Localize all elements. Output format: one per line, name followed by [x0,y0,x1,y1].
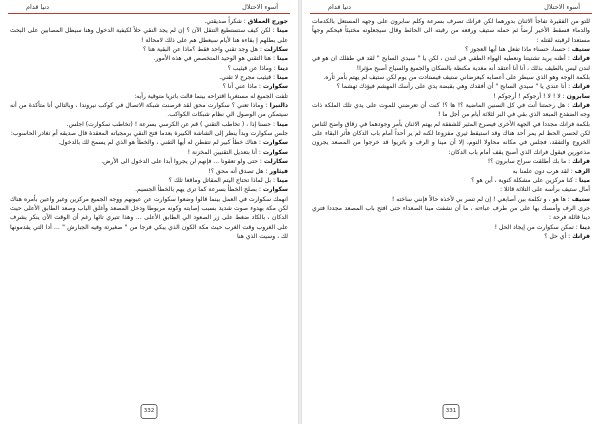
paragraph: دينا : تمكن سكوارت من إيجاد الحل ! [494,223,590,231]
speaker-name: فرانك [572,232,590,240]
paragraph-text: بلكمة فرانك مجددا في الجهة الأخرى فيصرع المثير للشفقة لم يهتم الاثنان بأمر وجودهما في زقاق واضح للناس لكن لحسن الحظ لم يمر أحد هناك وقد استيقظ ثيري مفزوعا لكنه لم ير أحداً أمام باب الدكان فأثر البقاء على الخروج والتفقد، فجلس في مكانه محاولا النوم، إلا أن مينا و الرف و باتريوا قد خرجوا من المصعد يجرون مذعورين فيقول فرانك الذي أصبح يقف أمام باب الدكان: [312,120,590,156]
speaker-name: مينا [276,74,288,82]
paragraph: ستيف : حسنا، حسناء ماذا تفعل هنا أيها العجوز ؟ [465,46,590,54]
speaker-name: دينا [579,223,590,231]
paragraph: فرانك : ما بك أطلقت سراح سابرون ؟! [487,158,590,166]
running-header-book: أسوء الاحتلال [242,3,278,11]
paragraph-text: ماذا عني أنا ؟ [222,83,257,91]
page-number: 332 [141,404,158,419]
paragraph-text: ما بك أطلقت سراح سابرون ؟! [487,158,567,166]
paragraph: الرف : لقد هرب دون علمنا به [512,167,590,175]
paragraph-text: بل لماذا تحتاج اليتم المقاتل وماقعا تلك ؟ [168,176,272,184]
paragraph-text: حتى ولو تعقونا ... فإنهم لن يجروا أبدا على الدخول الى الأرض. [101,158,258,166]
paragraph-text: أمال ستيف برأسه على التلاثة قائلا : [500,186,590,194]
speaker-name: فرانك [572,83,590,91]
speaker-name: فرانك [572,102,590,110]
paragraph: فرانك : أي حل ؟ [544,232,590,240]
paragraph: مينا : هنا التقني هو الوحيد المتخصص في هذه الأمور. [153,55,288,63]
speaker-name: فرانك [572,55,590,63]
paragraph: مينا : حسنا إذا ، ( تخاطب التقني ) قم عن الكرسي بسرعة ! (تخاطب سكوارت) اجلس. [66,120,288,128]
paragraph-text: أنا بتعديل التقنيين المخزنة ! [187,148,257,156]
paragraph: سابرون : لا ! لا ! أرجوكم ! أرجوكم ! [493,92,590,100]
speaker-name: دالنبرا [269,102,288,110]
speaker-name: مينا [276,176,288,184]
speaker-name: فيثاور [269,167,288,175]
speaker-name: دينا [277,64,288,72]
paragraph-text: بصلح الخطأ بسرعة كما ترى يهم بالخطأ الجسيم. [135,186,257,194]
paragraph-text: أظنه يريد تشتيتنا ونعطيه الهواء الطفي في لندن ، لكن يا " سيدي السابح " لقد في طفلك ان هو في لندن ليس بالطيف بذلك ، أنا أنا أعتقد أنه مغدية مكتظة بالسكان والجميع والسياح أصبح مؤثرا! [312,55,590,72]
paragraph: سكارلت : حتى ولو تعقونا ... فإنهم لن يجروا أبدا على الدخول الى الأرض. [101,158,288,166]
paragraph-text: جرى الرف وأمسك بها على من طرف عباءته ، ما أن نشفت مينا الصعداء حتى افتح باب المصعد مجددا فتري دينا قائلة فرحة : [312,204,590,222]
paragraph-text: هل رحمتنا أنت في كل السنين الماضية ؟! ها ؟! كنت أن تعرضني للموت على يدي تلك الملكة ذات وجه الضفدع المبعد الذي بقي في البر لثلاثة أيام من أجل ما ! [312,102,590,119]
speaker-name: سابرون [566,92,590,100]
paragraph [312,73,590,82]
paragraph-text: لقد هرب دون علمنا به [512,167,569,175]
paragraph: سكوارت : هناك خطأ كبير لم تتفطن له أيها التقني ، والخطأ هو الذي لم يسمح لك بالدخول. [58,139,288,147]
paragraph [10,195,288,242]
speaker-name: سكارلت [263,46,288,54]
paragraph-text: حسنا إذا ، ( تخاطب التقني ) قم عن الكرسي بسرعة ! (تخاطب سكوارت) اجلس. [66,120,272,128]
paragraph-text: شكراً صديقتي. [204,18,242,25]
speaker-name: سكوارت [262,83,288,91]
paragraph-text: جلس سكوارت وبدأ ينظر إلى الشاشة الكبيرة بعدما فتح النقي برمجياته المعقدة قال صديقه أم تغادر الحاسوب: [10,130,288,138]
paragraph: ستيف : ها هو ، و تكلمة بين أصابعي ! إن لم تسر بي لأخذه حالاً فإنني ساخته ! [391,195,590,203]
header-rule [310,13,592,14]
paragraph-text: لا ! لا ! أرجوكم ! أرجوكم ! [493,92,561,100]
paragraph-text: وماذا تعني ؟ سكوارت محق لقد قرصنت شبكة الاتصال في كوكب نيروندا ، وبالتالي أنا متأكدة من أنه سيتمكن من الوصول الي نظام شبكات الكواكب. [10,102,288,119]
paragraph: فرانك : أنا عندي يا " سيدي السابح " أن أفقدك وهي بقبضة يدي على رأسك المهشم فيؤذك تهشما ؟ [336,83,590,91]
paragraph-text: هناك خطأ كبير لم تتفطن له أيها التقني ، والخطأ هو الذي لم يسمح لك بالدخول. [58,139,257,147]
running-header-author: دنيا قدام [328,3,352,11]
paragraph-text: بلكمة الوجه وهو الذي سيطر على أعصابه كيعرضاني ستيف فيستادت من يوم لكن ستيف لم يهتم بأمر ثأره. [323,74,590,82]
paragraph: مينا : لكن كيف ستستطيع التنقل الآن ؟ إن لم يجد النقي حلاً لكيفية الدخول وهنا سيظل المصابين على البحث على بطلهم إ بقاءه هنا لأيام سيعطل هم على ذلك لامحالة ! [10,27,288,44]
paragraph-text: هل تصدق أنه محق ؟! [208,167,264,175]
right-page [302,0,600,424]
paragraph: سكوارت : أنا بتعديل التقنيين المخزنة ! [187,148,288,156]
page-number: 331 [443,404,460,419]
header-rule [8,13,290,14]
paragraph-text: لكن كيف ستستطيع التنقل الآن ؟ إن لم يجد النقي حلاً لكيفية الدخول وهنا سيظل المصابين على البحث على بطلهم إ بقاءه هنا لأيام سيعطل هم على ذلك لامحالة ! [10,27,288,44]
paragraph [312,17,590,45]
speaker-name: جورج العملاق [247,18,288,25]
paragraph: مينا : كنا مركزين على مشكلة كنوية ، أين هو ؟ [471,176,590,184]
speaker-name: مينا [276,27,288,35]
speaker-name: فرانك [572,158,590,166]
paragraph [312,185,590,194]
speaker-name: مينا [578,176,590,184]
paragraph-text: وماذا عن قيثيب ؟ [227,64,272,72]
paragraph: سكوارت : ماذا عني أنا ؟ [222,83,288,91]
paragraph-text: للتو من الفقيرة تفاجأ الاثنان بدورهما لكن فرانك تصرف بسرعة وكلم سابرون على وجهه المستعل بالكدمات والدماء فسقط الأخير أرضاً ثم حمله ستيف ورفعه من رقبته الى الحائط وقال سيجعلونه مختبئاً فيحكم وجهاً مستعدا لرقبته لقتله : [312,18,590,44]
paragraph-text: انهمك سكوارت في العمل بينما قالوا وضعوا سكوارت عن عيونهم ووجه الجميع مركزين وغير واعين بأمره هناك لكن مكة بهدوء صوت شديد بسبب إصابته وكونه مربوطا ودخل المصعد وأغلق الباب وصعد الطابق الأعلى حيث الدكان ، بالكاد ضغط على زر الصعود الي الطابق الأعلى ... وهذا تتيري تائها رغم أن الوقت الأن ينكر يشرف على الغروب وقت الغرب حيث مكة الكون الذي يبكي فرجا من " صغيرتة وفيه الجبارش " ... أدا التي يقدمونها لك ، وسيت الذي هنا [10,195,288,240]
paragraph-text: ها هو ، و تكلمة بين أصابعي ! إن لم تسر بي لأخذه حالاً فإنني ساخته ! [391,195,566,203]
speaker-name: ستيف [571,46,590,54]
speaker-name: مينا [276,120,288,128]
paragraph: جورج العملاق : شكراً صديقتي. [204,18,288,25]
paragraph: مينا : قيثيب مجرح لا تقني. [219,74,288,82]
page-text [312,17,590,241]
speaker-name: مينا [276,55,288,63]
paragraph [10,129,288,138]
paragraph-text: أنا عندي يا " سيدي السابح " أن أفقدك وهي بقبضة يدي على رأسك المهشم فيؤذك تهشما ؟ [336,83,567,91]
paragraph-text: أي حل ؟ [544,232,567,240]
paragraph: سكوارت : بصلح الخطأ بسرعة كما ترى يهم بالخطأ الجسيم. [135,186,288,194]
paragraph [312,204,590,223]
speaker-name: سكوارت [262,186,288,194]
paragraph: دالنبرا : وماذا تعني ؟ سكوارت محق لقد قرصنت شبكة الاتصال في كوكب نيروندا ، وبالتالي أنا متأكدة من أنه سيتمكن من الوصول الي نظام شبكات الكواكب. [10,102,288,119]
speaker-name: الرف [574,167,590,175]
speaker-name: سكوارت [262,148,288,156]
paragraph-text: كنا مركزين على مشكلة كنوية ، أين هو ؟ [471,176,574,184]
paragraph [312,120,590,157]
paragraph: مينا : بل لماذا تحتاج اليتم المقاتل وماقعا تلك ؟ [168,176,288,184]
paragraph-text: هل وجد تقني واحد فقط ؟ماذا عن البقية هنا ؟ [142,46,258,54]
paragraph-text: تمكن سكوارت من إيجاد الحل ! [494,223,574,231]
running-header-book: أسوء الاحتلال [544,3,580,11]
speaker-name: ستيف [571,195,590,203]
page-text [10,17,288,241]
speaker-name: سكوارت [262,139,288,147]
paragraph: فرانك : هل رحمتنا أنت في كل السنين الماضية ؟! ها ؟! كنت أن تعرضني للموت على يدي تلك الملكة ذات وجه الضفدع المبعد الذي بقي في البر لثلاثة أيام من أجل ما ! [312,102,590,119]
paragraph-text: حسنا، حسناء ماذا تفعل هنا أيها العجوز ؟ [465,46,566,54]
paragraph-text: هنا التقني هو الوحيد المتخصص في هذه الأمور. [153,55,272,63]
paragraph: دينا : وماذا عن قيثيب ؟ [227,64,288,72]
paragraph-text: قيثيب مجرح لا تقني. [219,74,272,82]
paragraph [10,92,288,101]
left-page [0,0,298,424]
running-header-author: دنيا قدام [26,3,50,11]
paragraph-text: تلفت الجميع له مستغربا اقتراحه بينما قالت باتريا متوقية رأيه: [134,92,288,100]
paragraph: سكارلت : هل وجد تقني واحد فقط ؟ماذا عن البقية هنا ؟ [142,46,288,54]
speaker-name: سكارلت [263,158,288,166]
paragraph: فرانك : أظنه يريد تشتيتنا ونعطيه الهواء الطفي في لندن ، لكن يا " سيدي السابح " لقد في طفلك ان هو في لندن ليس بالطيف بذلك ، أنا أنا أعتقد أنه مغدية مكتظة بالسكان والجميع والسياح أصبح مؤثرا! [312,55,590,72]
paragraph: فيثاور : هل تصدق أنه محق ؟! [208,167,288,175]
